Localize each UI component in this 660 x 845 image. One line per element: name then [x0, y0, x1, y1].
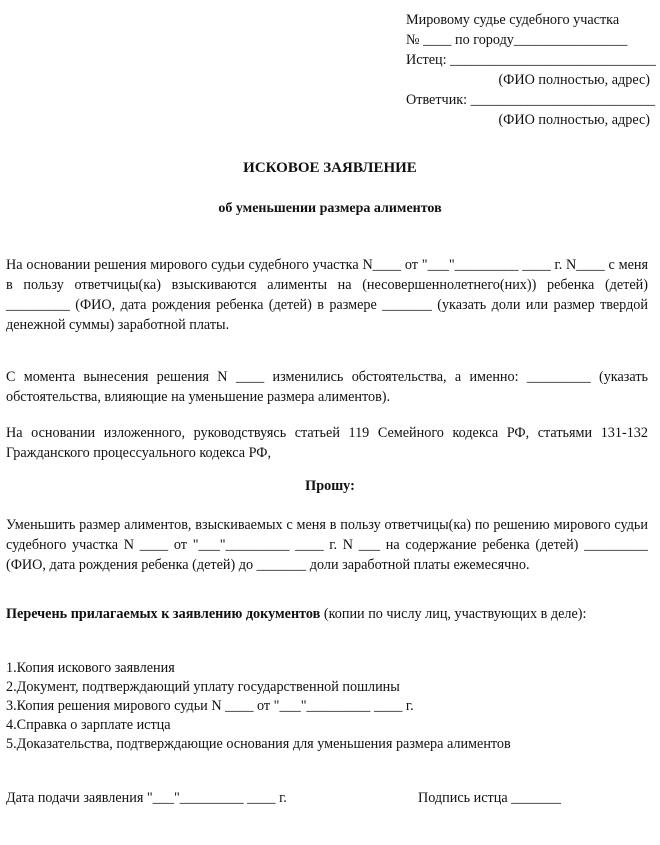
document-title: ИСКОВОЕ ЗАЯВЛЕНИЕ [243, 160, 417, 176]
plaintiff-hint: (ФИО полностью, адрес) [498, 72, 650, 88]
plaintiff-signature: Подпись истца _______ [418, 790, 561, 806]
list-item: 2.Документ, подтверждающий уплату государственной пошлины [6, 679, 400, 695]
attachments-list [6, 659, 648, 754]
document-subtitle: об уменьшении размера алиментов [218, 201, 442, 216]
filing-date: Дата подачи заявления "___"_________ ____ г. [6, 790, 287, 806]
paragraph-basis: На основании решения мирового судьи судебного участка N____ от "___"_________ ____ г. N____ с меня в пользу ответчицы(ка) взыскиваются алименты на (несовершеннолетнего(них)) ребенка (детей) _________ (ФИО, дата рождения ребенка (детей) в размере _______ (указать доли или размер твердой денежной суммы) заработной платы. [6, 257, 648, 333]
addressee-block [406, 10, 656, 130]
paragraph-request: Уменьшить размер алиментов, взыскиваемых с меня в пользу ответчицы(ка) по решению мирового судьи судебного участка N ____ от "___"_________ ____ г. N ___ на содержание ребенка (детей) _________ (ФИО, дата рождения ребенка (детей) до _______ доли заработной платы ежемесячно. [6, 517, 648, 573]
attachments-intro [6, 604, 648, 624]
paragraph-circumstances: С момента вынесения решения N ____ изменились обстоятельства, а именно: _________ (указать обстоятельства, влияющие на уменьшение размера алиментов). [6, 369, 648, 405]
addressee-court: Мировому судье судебного участка [406, 12, 620, 28]
list-item: 5.Доказательства, подтверждающие основания для уменьшения размера алиментов [6, 736, 511, 752]
plaintiff-line: Истец: _____________________________ [406, 52, 656, 68]
addressee-district: № ____ по городу________________ [406, 32, 628, 48]
defendant-hint: (ФИО полностью, адрес) [498, 112, 650, 128]
paragraph-legal-grounds: На основании изложенного, руководствуясь статьей 119 Семейного кодекса РФ, статьями 131-132 Гражданского процессуального кодекса РФ, [6, 425, 648, 461]
attachments-note: (копии по числу лиц, участвующих в деле): [320, 606, 587, 622]
request-heading: Прошу: [305, 478, 355, 494]
defendant-line: Ответчик: __________________________ [406, 92, 656, 108]
attachments-heading: Перечень прилагаемых к заявлению документов [6, 606, 321, 622]
list-item: 4.Справка о зарплате истца [6, 717, 171, 733]
list-item: 3.Копия решения мирового судьи N ____ от "___"_________ ____ г. [6, 698, 414, 714]
list-item: 1.Копия искового заявления [6, 660, 175, 676]
